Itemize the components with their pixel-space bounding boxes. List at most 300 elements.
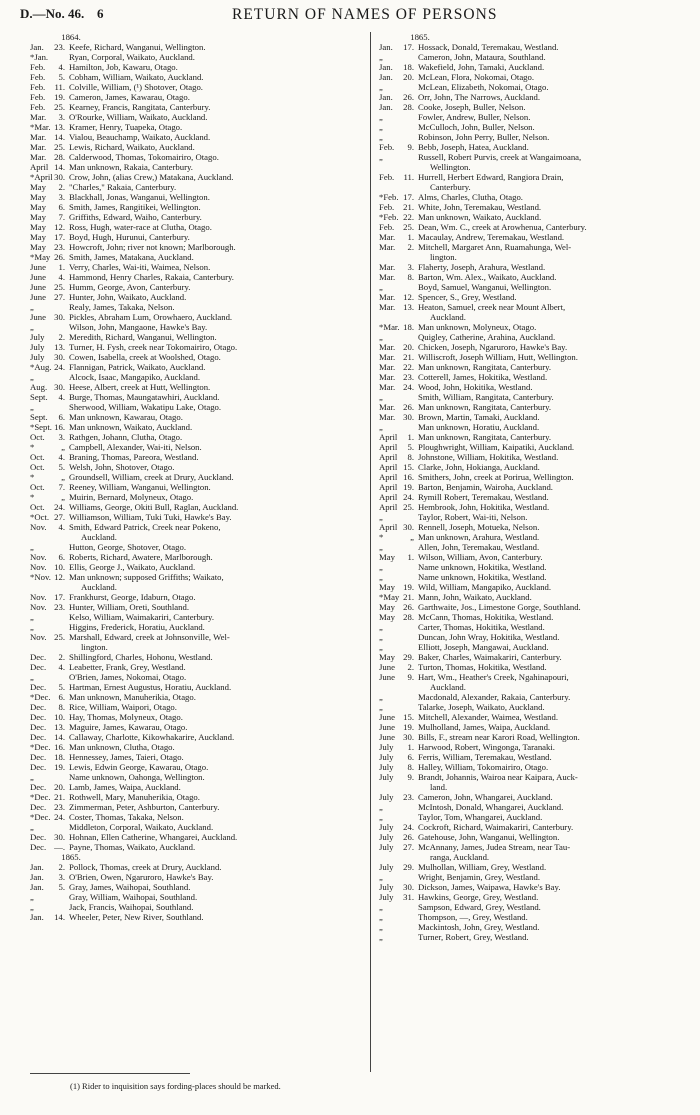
entry-row — [379, 372, 700, 382]
entry-day: 3. — [58, 192, 65, 202]
entry-row — [379, 932, 700, 942]
entry-day — [402, 162, 418, 172]
entry-day: 12. — [54, 222, 65, 232]
entry-row — [379, 332, 700, 342]
entry-row — [30, 442, 352, 452]
entry-text: Wheeler, Peter, New River, Southland. — [69, 912, 204, 922]
entry-row — [30, 892, 352, 902]
entry-row — [379, 822, 700, 832]
entry-day: 4. — [58, 452, 65, 462]
entry-day: 2. — [58, 652, 65, 662]
entry-row — [379, 872, 700, 882]
entry-day — [402, 872, 418, 882]
entry-day: 19. — [54, 762, 65, 772]
entry-text: Middleton, Corporal, Waikato, Auckland. — [69, 822, 214, 832]
entry-day: 25. — [403, 222, 414, 232]
entry-row — [30, 232, 352, 242]
entry-day: 21. — [403, 592, 414, 602]
entry-day — [402, 702, 418, 712]
entry-text: Hunter, John, Waikato, Auckland. — [69, 292, 187, 302]
entry-month: * — [30, 492, 35, 502]
entry-month — [30, 582, 53, 592]
entry-month: *Mar. — [379, 322, 400, 332]
entry-day: 24. — [54, 812, 65, 822]
entry-day: 23. — [54, 602, 65, 612]
entry-month: Aug. — [30, 382, 48, 392]
entry-month: „ — [379, 812, 383, 822]
entry-month: June — [379, 732, 395, 742]
entry-text: Bebb, Joseph, Hatea, Auckland. — [418, 142, 529, 152]
entry-day: 14. — [54, 732, 65, 742]
entry-text: Taylor, Tom, Whangarei, Auckland. — [418, 812, 543, 822]
entry-month: „ — [379, 692, 383, 702]
entry-day: 17. — [54, 232, 65, 242]
entry-row — [379, 442, 700, 452]
entry-month: Mar. — [379, 272, 396, 282]
entry-month: „ — [30, 902, 34, 912]
entry-text: Man unknown, Rangitata, Canterbury. — [418, 362, 552, 372]
year-heading — [30, 32, 352, 42]
entry-month: Nov. — [30, 522, 47, 532]
entry-text: Russell, Robert Purvis, creek at Wangaimoana, — [418, 152, 582, 162]
entry-text: Kelso, William, Waimakariri, Canterbury. — [69, 612, 214, 622]
entry-month: June — [379, 712, 395, 722]
entry-month: *Feb. — [379, 192, 399, 202]
entry-day: 3. — [58, 432, 65, 442]
entry-row — [379, 172, 700, 182]
entry-row — [379, 812, 700, 822]
entry-month: „ — [379, 392, 383, 402]
entry-month: Dec. — [30, 712, 47, 722]
entry-month: Feb. — [30, 92, 46, 102]
entry-month: Mar. — [379, 402, 396, 412]
entry-row — [379, 542, 700, 552]
entry-continuation — [30, 532, 352, 542]
entry-row — [30, 812, 352, 822]
entry-row — [30, 732, 352, 742]
entry-month: Nov. — [30, 602, 47, 612]
entry-day: 1. — [407, 232, 414, 242]
entry-row — [30, 792, 352, 802]
entry-month: May — [30, 192, 46, 202]
entry-month: Oct. — [30, 502, 45, 512]
entry-day: 17. — [403, 192, 414, 202]
entry-row — [379, 132, 700, 142]
entry-text: Wakefield, John, Tamaki, Auckland. — [418, 62, 545, 72]
entry-month: May — [379, 612, 395, 622]
entry-day — [402, 112, 418, 122]
entry-month: Dec. — [30, 762, 47, 772]
entry-day — [402, 642, 418, 652]
entry-row — [379, 482, 700, 492]
entry-day: 18. — [403, 322, 414, 332]
entry-month — [30, 642, 53, 652]
entry-text: Realy, James, Takaka, Nelson. — [69, 302, 175, 312]
entry-day: „ — [61, 442, 65, 452]
entry-text: Halley, William, Tokomairiro, Otago. — [418, 762, 549, 772]
entry-text: Chicken, Joseph, Ngaruroro, Hawke's Bay. — [418, 342, 568, 352]
entry-month — [379, 782, 402, 792]
entry-day — [402, 152, 418, 162]
entry-row — [30, 412, 352, 422]
entry-day: 19. — [403, 582, 414, 592]
entry-text: Hunter, William, Oreti, Southland. — [69, 602, 190, 612]
entry-text: Higgins, Frederick, Horatiu, Auckland. — [69, 622, 205, 632]
entry-text: Robinson, John Perry, Buller, Nelson. — [418, 132, 550, 142]
entry-day — [53, 52, 69, 62]
entry-day: 13. — [54, 122, 65, 132]
entry-text: Hammond, Henry Charles, Rakaia, Canterbury. — [69, 272, 234, 282]
entry-month: „ — [379, 152, 383, 162]
entry-text: Smith, James, Rangitikei, Wellington. — [69, 202, 201, 212]
entry-text: Kramer, Henry, Tuapeka, Otago. — [69, 122, 183, 132]
entry-row — [379, 532, 700, 542]
entry-text: Man unknown, Horatiu, Auckland. — [418, 422, 540, 432]
entry-text: Carter, Thomas, Hokitika, Westland. — [418, 622, 545, 632]
entry-row — [379, 762, 700, 772]
entry-month: May — [30, 232, 46, 242]
entry-text: Alcock, Isaac, Mangapiko, Auckland. — [69, 372, 200, 382]
entry-row — [379, 342, 700, 352]
entry-text: Crow, John, (alias Crew,) Matakana, Auckland. — [69, 172, 234, 182]
entry-text: Coster, Thomas, Takaka, Nelson. — [69, 812, 184, 822]
entry-row — [30, 152, 352, 162]
entry-row — [379, 402, 700, 412]
entry-day: 6. — [58, 202, 65, 212]
entry-month: April — [379, 522, 398, 532]
entry-day — [402, 922, 418, 932]
entry-text: Frankhurst, George, Idaburn, Otago. — [69, 592, 196, 602]
entry-day: 22. — [403, 362, 414, 372]
entry-text: Cooke, Joseph, Buller, Nelson. — [418, 102, 526, 112]
entry-text: Smith, Edward Patrick, Creek near Pokeno, — [69, 522, 221, 532]
entry-day — [53, 612, 69, 622]
entry-month: Mar. — [379, 352, 396, 362]
entry-day — [402, 392, 418, 402]
entry-day — [402, 282, 418, 292]
entry-row — [379, 322, 700, 332]
entry-continuation — [30, 582, 352, 592]
right-column — [379, 32, 700, 942]
entry-text: Callaway, Charlotte, Kikowhakarire, Auckland. — [69, 732, 235, 742]
entry-day: 2. — [407, 242, 414, 252]
entry-day: 6. — [58, 692, 65, 702]
entry-month: May — [30, 182, 46, 192]
entry-day: 24. — [403, 382, 414, 392]
entry-month — [30, 532, 53, 542]
entry-row — [30, 462, 352, 472]
entry-text: Lewis, Edwin George, Kawarau, Otago. — [69, 762, 209, 772]
entry-day: 21. — [403, 352, 414, 362]
entry-row — [30, 162, 352, 172]
entry-text: Quigley, Catherine, Arahina, Auckland. — [418, 332, 556, 342]
entry-continuation — [379, 852, 700, 862]
entry-day — [53, 402, 69, 412]
entry-day: 13. — [54, 722, 65, 732]
entry-day: 3. — [58, 112, 65, 122]
entry-text: Elliott, Joseph, Mangawai, Auckland. — [418, 642, 549, 652]
entry-month: Feb. — [379, 222, 395, 232]
entry-text: Turner, H. Fysh, creek near Tokomairiro, Otago. — [69, 342, 238, 352]
entry-row — [379, 202, 700, 212]
entry-month: „ — [379, 132, 383, 142]
entry-day: 19. — [54, 92, 65, 102]
entry-text: "Charles," Rakaia, Canterbury. — [69, 182, 177, 192]
entry-row — [379, 622, 700, 632]
entry-row — [30, 122, 352, 132]
entry-day: 2. — [58, 182, 65, 192]
entry-text: Williscroft, Joseph William, Hutt, Wellington. — [418, 352, 578, 362]
entry-day — [402, 912, 418, 922]
entry-row — [30, 912, 352, 922]
entry-text: Cockroft, Richard, Waimakariri, Canterbury. — [418, 822, 574, 832]
entry-row — [379, 702, 700, 712]
entry-text: Rathgen, Johann, Clutha, Otago. — [69, 432, 183, 442]
entry-day: 2. — [58, 332, 65, 342]
entry-text: Williamson, William, Tuki Tuki, Hawke's Bay. — [69, 512, 232, 522]
entry-day — [53, 642, 69, 652]
entry-month: April — [30, 162, 49, 172]
entry-row — [30, 512, 352, 522]
entry-row — [30, 342, 352, 352]
entry-text: McLean, Elizabeth, Nokomai, Otago. — [418, 82, 549, 92]
entry-month: *May — [30, 252, 51, 262]
entry-row — [30, 652, 352, 662]
entry-row — [30, 82, 352, 92]
entry-row — [379, 612, 700, 622]
entry-text: Barton, Wm. Alex., Waikato, Auckland. — [418, 272, 557, 282]
entry-month: July — [30, 352, 45, 362]
entry-day: 24. — [403, 822, 414, 832]
entry-text: Heese, Albert, creek at Hutt, Wellington. — [69, 382, 211, 392]
entry-month: „ — [30, 322, 34, 332]
entry-row — [379, 82, 700, 92]
entry-month: Nov. — [30, 552, 47, 562]
entry-month: Feb. — [379, 172, 395, 182]
entry-month: „ — [379, 52, 383, 62]
entry-day: 1. — [407, 552, 414, 562]
entry-day — [53, 582, 69, 592]
footnote: (1) Rider to inquisition says fording-places should be marked. — [70, 1081, 281, 1091]
entry-row — [30, 372, 352, 382]
entry-day — [402, 902, 418, 912]
entry-month: *Oct. — [30, 512, 50, 522]
entry-text: Flaherty, Joseph, Arahura, Westland. — [418, 262, 546, 272]
entry-text: Turner, Robert, Grey, Westland. — [418, 932, 529, 942]
entry-month: Nov. — [30, 562, 47, 572]
entry-day — [402, 692, 418, 702]
entry-row — [30, 182, 352, 192]
entry-day — [402, 422, 418, 432]
entry-row — [379, 832, 700, 842]
entry-month: *Dec. — [30, 812, 51, 822]
entry-row — [30, 362, 352, 372]
entry-text: Taylor, Robert, Wai-iti, Nelson. — [418, 512, 528, 522]
entry-day: 26. — [403, 92, 414, 102]
page-header — [0, 6, 700, 26]
entry-row — [30, 772, 352, 782]
entry-day: 7. — [58, 482, 65, 492]
entry-text: Boyd, Samuel, Wanganui, Wellington. — [418, 282, 552, 292]
entry-continuation — [379, 782, 700, 792]
entry-row — [30, 482, 352, 492]
entry-day: 11. — [54, 82, 65, 92]
entry-month: „ — [379, 332, 383, 342]
year-heading — [379, 32, 700, 42]
entry-text: White, John, Teremakau, Westland. — [418, 202, 542, 212]
entry-text: Hutton, George, Shotover, Otago. — [69, 542, 186, 552]
entry-day — [402, 82, 418, 92]
entry-row — [30, 282, 352, 292]
entry-day: 18. — [54, 752, 65, 762]
entry-day: 27. — [54, 512, 65, 522]
entry-month: * — [379, 532, 384, 542]
year-heading — [30, 852, 352, 862]
entry-text: Brown, Martin, Tamaki, Auckland. — [418, 412, 540, 422]
entry-row — [379, 222, 700, 232]
entry-row — [30, 662, 352, 672]
entry-day: „ — [61, 492, 65, 502]
entry-month: *Aug. — [30, 362, 52, 372]
entry-month: *Dec. — [30, 742, 51, 752]
entry-month: *Sept. — [30, 422, 52, 432]
entry-month: „ — [30, 302, 34, 312]
entry-month: Mar. — [379, 262, 396, 272]
entry-text: Ploughwright, William, Kaipatiki, Auckland. — [418, 442, 575, 452]
entry-day: 2. — [58, 862, 65, 872]
entry-month: May — [379, 602, 395, 612]
entry-text: Wood, John, Hokitika, Westland. — [418, 382, 533, 392]
entry-month: Feb. — [30, 72, 46, 82]
entry-row — [379, 912, 700, 922]
entry-text: Mackintosh, John, Grey, Westland. — [418, 922, 540, 932]
entry-row — [30, 592, 352, 602]
entry-day: 9. — [407, 772, 414, 782]
entry-month: „ — [30, 402, 34, 412]
entry-day — [402, 332, 418, 342]
entry-month: „ — [379, 932, 383, 942]
entry-text: Man unknown, Rangitata, Canterbury. — [418, 402, 552, 412]
entry-text: Humm, George, Avon, Canterbury. — [69, 282, 191, 292]
entry-row — [379, 752, 700, 762]
entry-day: 4. — [58, 272, 65, 282]
entry-month: July — [379, 742, 394, 752]
entry-row — [379, 842, 700, 852]
entry-row — [379, 642, 700, 652]
entry-row — [30, 132, 352, 142]
entry-text: Hurrell, Herbert Edward, Rangiora Drain, — [418, 172, 564, 182]
entry-text: Wild, William, Mangapiko, Auckland. — [418, 582, 552, 592]
entry-day: 4. — [58, 662, 65, 672]
entry-text: Man unknown, Manuherikia, Otago. — [69, 692, 196, 702]
entry-day: 29. — [403, 652, 414, 662]
entry-day — [402, 512, 418, 522]
entry-text: Ellis, George J., Waikato, Auckland. — [69, 562, 196, 572]
entry-day: 5. — [58, 462, 65, 472]
entry-month: May — [30, 202, 46, 212]
entry-continuation — [379, 312, 700, 322]
entry-month: Mar. — [379, 342, 396, 352]
entry-month: July — [379, 892, 394, 902]
entry-day: 17. — [54, 592, 65, 602]
entry-day — [402, 252, 418, 262]
entry-text: Wellington. — [430, 162, 471, 172]
entry-row — [379, 102, 700, 112]
entry-row — [379, 472, 700, 482]
entry-day: 30. — [403, 882, 414, 892]
entry-row — [379, 62, 700, 72]
entry-text: Ferris, William, Teremakau, Westland. — [418, 752, 552, 762]
entry-month: Dec. — [30, 662, 47, 672]
entry-day — [53, 542, 69, 552]
entry-month: Mar. — [379, 302, 396, 312]
entry-text: Griffiths, Edward, Waiho, Canterbury. — [69, 212, 202, 222]
entry-month: Feb. — [30, 62, 46, 72]
entry-text: lington. — [81, 642, 108, 652]
entry-row — [30, 382, 352, 392]
entry-text: Cowen, Isabella, creek at Woolshed, Otago. — [69, 352, 221, 362]
entry-text: Lewis, Richard, Waikato, Auckland. — [69, 142, 195, 152]
entry-text: Kearney, Francis, Rangitata, Canterbury. — [69, 102, 211, 112]
entry-month: Jan. — [379, 102, 393, 112]
entry-day: 1. — [407, 742, 414, 752]
entry-text: Rothwell, Mary, Manuherikia, Otago. — [69, 792, 200, 802]
entry-text: Fowler, Andrew, Buller, Nelson. — [418, 112, 531, 122]
entry-day: 25. — [54, 142, 65, 152]
entry-row — [379, 412, 700, 422]
entry-text: Colville, William, (¹) Shotover, Otago. — [69, 82, 203, 92]
entry-day: 4. — [58, 392, 65, 402]
entry-month: April — [379, 452, 398, 462]
entry-month: Oct. — [30, 462, 45, 472]
entry-month: „ — [379, 422, 383, 432]
entry-row — [30, 222, 352, 232]
entry-row — [379, 572, 700, 582]
entry-row — [379, 452, 700, 462]
entry-row — [379, 722, 700, 732]
entry-row — [30, 762, 352, 772]
entry-day: 4. — [58, 522, 65, 532]
entry-day — [402, 632, 418, 642]
entry-text: Cameron, James, Kawarau, Otago. — [69, 92, 190, 102]
entry-day: 26. — [403, 602, 414, 612]
entry-day: 26. — [403, 402, 414, 412]
entry-day — [402, 802, 418, 812]
entry-month: June — [379, 672, 395, 682]
entry-month: July — [379, 882, 394, 892]
entry-month: Mar. — [379, 292, 396, 302]
entry-day: 10. — [54, 562, 65, 572]
entry-row — [30, 302, 352, 312]
entry-day: 17. — [403, 42, 414, 52]
entry-text: Hembrook, John, Hokitika, Westland. — [418, 502, 550, 512]
entry-month: Nov. — [30, 592, 47, 602]
entry-row — [30, 262, 352, 272]
entry-row — [30, 802, 352, 812]
entry-day: 30. — [54, 832, 65, 842]
entry-text: Payne, Thomas, Waikato, Auckland. — [69, 842, 196, 852]
entry-day: 30. — [403, 522, 414, 532]
entry-row — [30, 62, 352, 72]
entry-month: „ — [30, 772, 34, 782]
entry-day: 30. — [54, 382, 65, 392]
entry-month: Dec. — [30, 802, 47, 812]
entry-text: Spencer, S., Grey, Westland. — [418, 292, 517, 302]
page-title: RETURN OF NAMES OF PERSONS — [232, 6, 498, 23]
entry-month: „ — [379, 632, 383, 642]
entry-day: 30. — [54, 352, 65, 362]
entry-month: May — [30, 212, 46, 222]
